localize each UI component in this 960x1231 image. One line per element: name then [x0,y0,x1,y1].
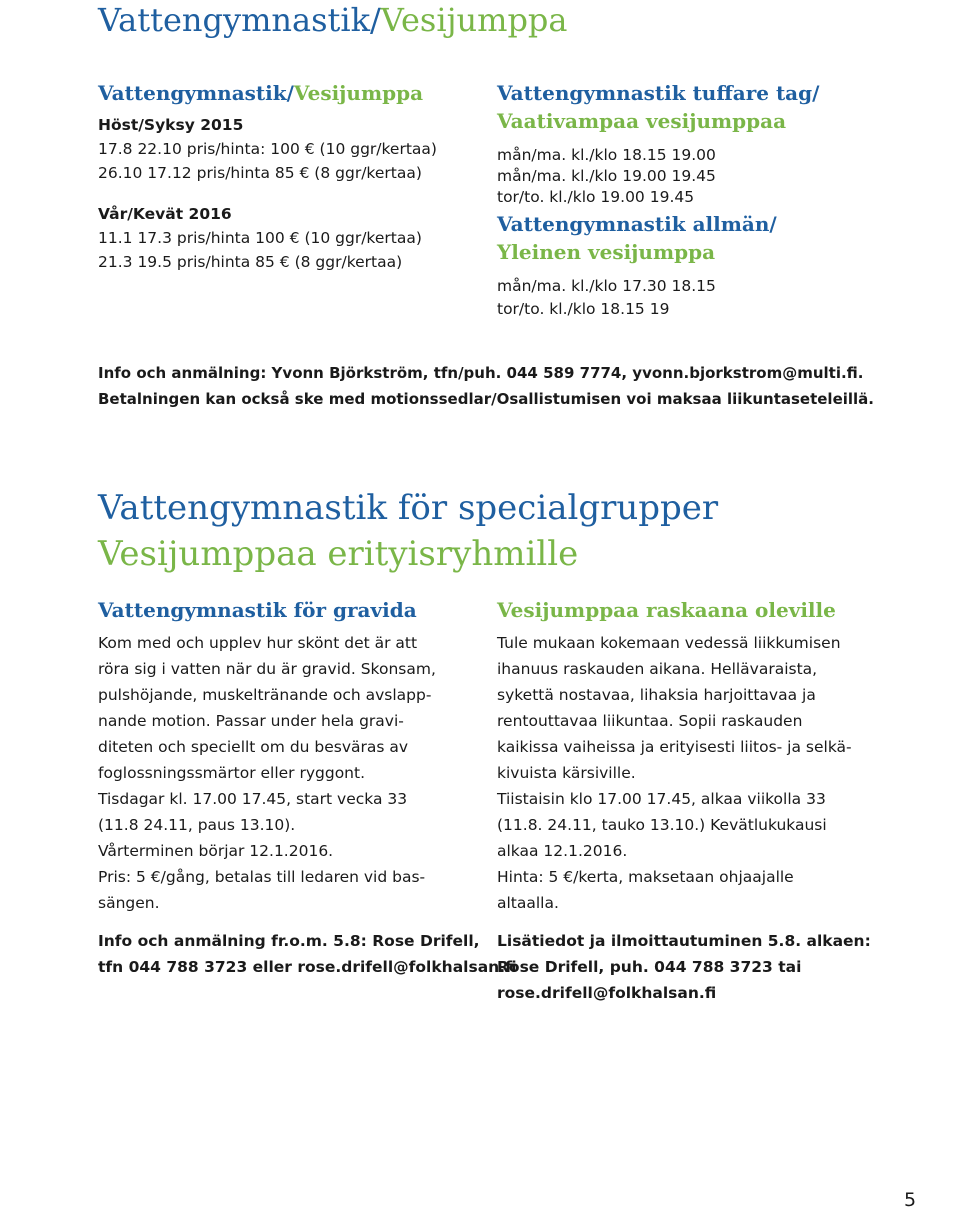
class-time: tor/to. kl./klo 19.00 19.45 [497,188,695,206]
autumn-line: 17.8 22.10 pris/hinta: 100 € (10 ggr/kertaa) [98,140,437,158]
raskaana-text [497,630,937,916]
gravida-text [98,630,478,916]
text-line: foglossningssmärtor eller ryggont. [98,764,366,782]
spring-line: 11.1 17.3 pris/hinta 100 € (10 ggr/kertaa) [98,229,422,247]
text-line: Tiistaisin klo 17.00 17.45, alkaa viikolla 33 [497,790,826,808]
gravida-heading: Vattengymnastik för gravida [98,598,417,622]
gravida-section [98,597,517,980]
page-title [98,0,567,40]
text-line: Hinta: 5 €/kerta, maksetaan ohjaajalle [497,868,794,886]
info-line: Info och anmälning fr.o.m. 5.8: Rose Drifell, [98,932,480,950]
text-line: Tule mukaan kokemaan vedessä liikkumisen [497,634,841,652]
info-line: tfn 044 788 3723 eller rose.drifell@folkhalsan.fi [98,958,517,976]
text-line: sängen. [98,894,160,912]
autumn-line: 26.10 17.12 pris/hinta 85 € (8 ggr/kertaa) [98,164,422,182]
raskaana-section [497,597,937,1006]
gravida-info [98,928,517,980]
text-line: Tisdagar kl. 17.00 17.45, start vecka 33 [98,790,408,808]
price-section [98,80,468,273]
text-line: (11.8. 24.11, tauko 13.10.) Kevätlukukausi [497,816,827,834]
text-line: Pris: 5 €/gång, betalas till ledaren vid bas- [98,868,426,886]
info-line: rose.drifell@folkhalsan.fi [497,984,717,1002]
raskaana-heading: Vesijumppaa raskaana oleville [497,598,836,622]
text-line: röra sig i vatten när du är gravid. Skonsam, [98,660,436,678]
page-title-sv: Vattengymnastik/ [98,1,381,39]
autumn-heading: Höst/Syksy 2015 [98,116,244,134]
info-payment: Betalningen kan också ske med motionssedlar/Osallistumisen voi maksaa liikuntaseteleillä. [98,390,874,408]
text-line: rentouttavaa liikuntaa. Sopii raskauden [497,712,803,730]
text-line: Kom med och upplev hur skönt det är att [98,634,418,652]
class-heading-general-fi: Yleinen vesijumppa [497,240,716,264]
text-line: nande motion. Passar under hela gravi- [98,712,404,730]
text-line: sykettä nostavaa, lihaksia harjoittavaa ja [497,686,816,704]
text-line: pulshöjande, muskeltränande och avslapp- [98,686,432,704]
class-time: tor/to. kl./klo 18.15 19 [497,300,670,318]
text-line: kaikissa vaiheissa ja erityisesti liitos- ja selkä- [497,738,852,756]
spring-heading: Vår/Kevät 2016 [98,205,232,223]
info-line: Rose Drifell, puh. 044 788 3723 tai [497,958,802,976]
text-line: alkaa 12.1.2016. [497,842,628,860]
page-title-fi: Vesijumppa [380,1,568,39]
class-heading-general: Vattengymnastik allmän/ [497,212,777,236]
price-heading: Vattengymnastik/Vesijumppa [98,81,424,105]
spring-line: 21.3 19.5 pris/hinta 85 € (8 ggr/kertaa) [98,253,403,271]
class-time: mån/ma. kl./klo 19.00 19.45 [497,167,716,185]
raskaana-info [497,928,937,1006]
text-line: Vårterminen börjar 12.1.2016. [98,842,334,860]
class-time: mån/ma. kl./klo 18.15 19.00 [497,146,716,164]
text-line: altaalla. [497,894,559,912]
class-heading-demanding-fi: Vaativampaa vesijumppaa [497,109,787,133]
text-line: (11.8 24.11, paus 13.10). [98,816,296,834]
class-time: mån/ma. kl./klo 17.30 18.15 [497,277,716,295]
text-line: kivuista kärsiville. [497,764,636,782]
text-line: diteten och speciellt om du besväras av [98,738,409,756]
text-line: ihanuus raskauden aikana. Hellävaraista, [497,660,818,678]
info-line: Lisätiedot ja ilmoittautuminen 5.8. alkaen: [497,932,871,950]
page-number: 5 [904,1189,917,1211]
info-contact: Info och anmälning: Yvonn Björkström, tfn/puh. 044 589 7774, yvonn.bjorkstrom@multi.fi. [98,364,864,382]
special-title: Vattengymnastik för specialgrupper [98,488,719,528]
class-heading-demanding: Vattengymnastik tuffare tag/ [497,81,820,105]
class-times-section [497,80,937,320]
special-title-fi: Vesijumppaa erityisryhmille [98,534,579,574]
